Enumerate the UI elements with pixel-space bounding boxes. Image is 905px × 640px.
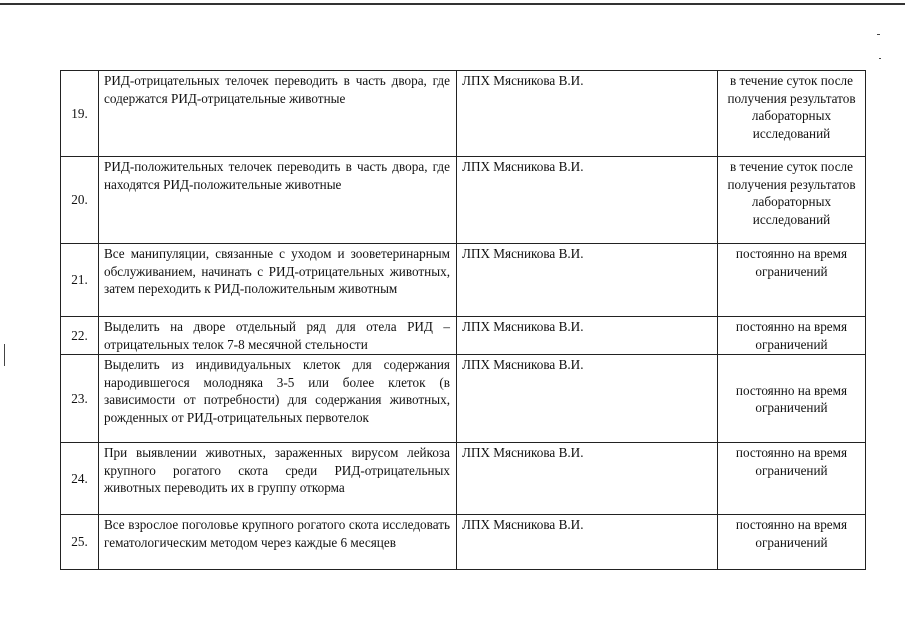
table-row — [61, 355, 866, 443]
responsible-cell: ЛПХ Мясникова В.И. — [457, 355, 718, 443]
measure-text: Выделить из индивидуальных клеток для содержания народившегося молодняка 3-5 или более клеток (в зависимости от потребности) для содержания животных, рожденных от РИД-отрицательных первотелок — [99, 355, 457, 443]
scan-artifact-mark — [4, 344, 5, 366]
measure-text: РИД-отрицательных телочек переводить в часть двора, где содержатся РИД-отрицательные животные — [99, 71, 457, 157]
term-cell: в течение суток после получения результатов лабораторных исследований — [718, 157, 866, 244]
responsible-cell: ЛПХ Мясникова В.И. — [457, 244, 718, 317]
table-row — [61, 157, 866, 244]
row-number: 25. — [61, 515, 99, 570]
responsible-cell: ЛПХ Мясникова В.И. — [457, 443, 718, 515]
term-cell: постоянно на время ограничений — [718, 317, 866, 355]
row-number: 20. — [61, 157, 99, 244]
row-number: 22. — [61, 317, 99, 355]
measure-text: Выделить на дворе отдельный ряд для отела РИД – отрицательных телок 7-8 месячной стельности — [99, 317, 457, 355]
term-cell: постоянно на время ограничений — [718, 244, 866, 317]
responsible-cell: ЛПХ Мясникова В.И. — [457, 157, 718, 244]
scan-artifact-mark — [879, 58, 881, 59]
measure-text: Все манипуляции, связанные с уходом и зооветеринарным обслуживанием, начинать с РИД-отрицательных животных, затем переходить к РИД-положительным животным — [99, 244, 457, 317]
term-cell: постоянно на время ограничений — [718, 515, 866, 570]
table-row — [61, 71, 866, 157]
responsible-cell: ЛПХ Мясникова В.И. — [457, 515, 718, 570]
responsible-cell: ЛПХ Мясникова В.И. — [457, 71, 718, 157]
table-row — [61, 515, 866, 570]
row-number: 21. — [61, 244, 99, 317]
term-cell: постоянно на время ограничений — [718, 443, 866, 515]
term-cell: в течение суток после получения результатов лабораторных исследований — [718, 71, 866, 157]
measures-table — [60, 70, 866, 570]
row-number: 24. — [61, 443, 99, 515]
scan-artifact-mark — [877, 34, 880, 35]
measure-text: При выявлении животных, зараженных вирусом лейкоза крупного рогатого скота среди РИД-отрицательных животных переводить их в группу откорма — [99, 443, 457, 515]
term-cell: постоянно на время ограничений — [718, 355, 866, 443]
measure-text: Все взрослое поголовье крупного рогатого скота исследовать гематологическим методом через каждые 6 месяцев — [99, 515, 457, 570]
table-row — [61, 244, 866, 317]
responsible-cell: ЛПХ Мясникова В.И. — [457, 317, 718, 355]
measure-text: РИД-положительных телочек переводить в часть двора, где находятся РИД-положительные животные — [99, 157, 457, 244]
row-number: 19. — [61, 71, 99, 157]
row-number: 23. — [61, 355, 99, 443]
table-row — [61, 317, 866, 355]
table-row — [61, 443, 866, 515]
top-border-line — [0, 3, 905, 5]
